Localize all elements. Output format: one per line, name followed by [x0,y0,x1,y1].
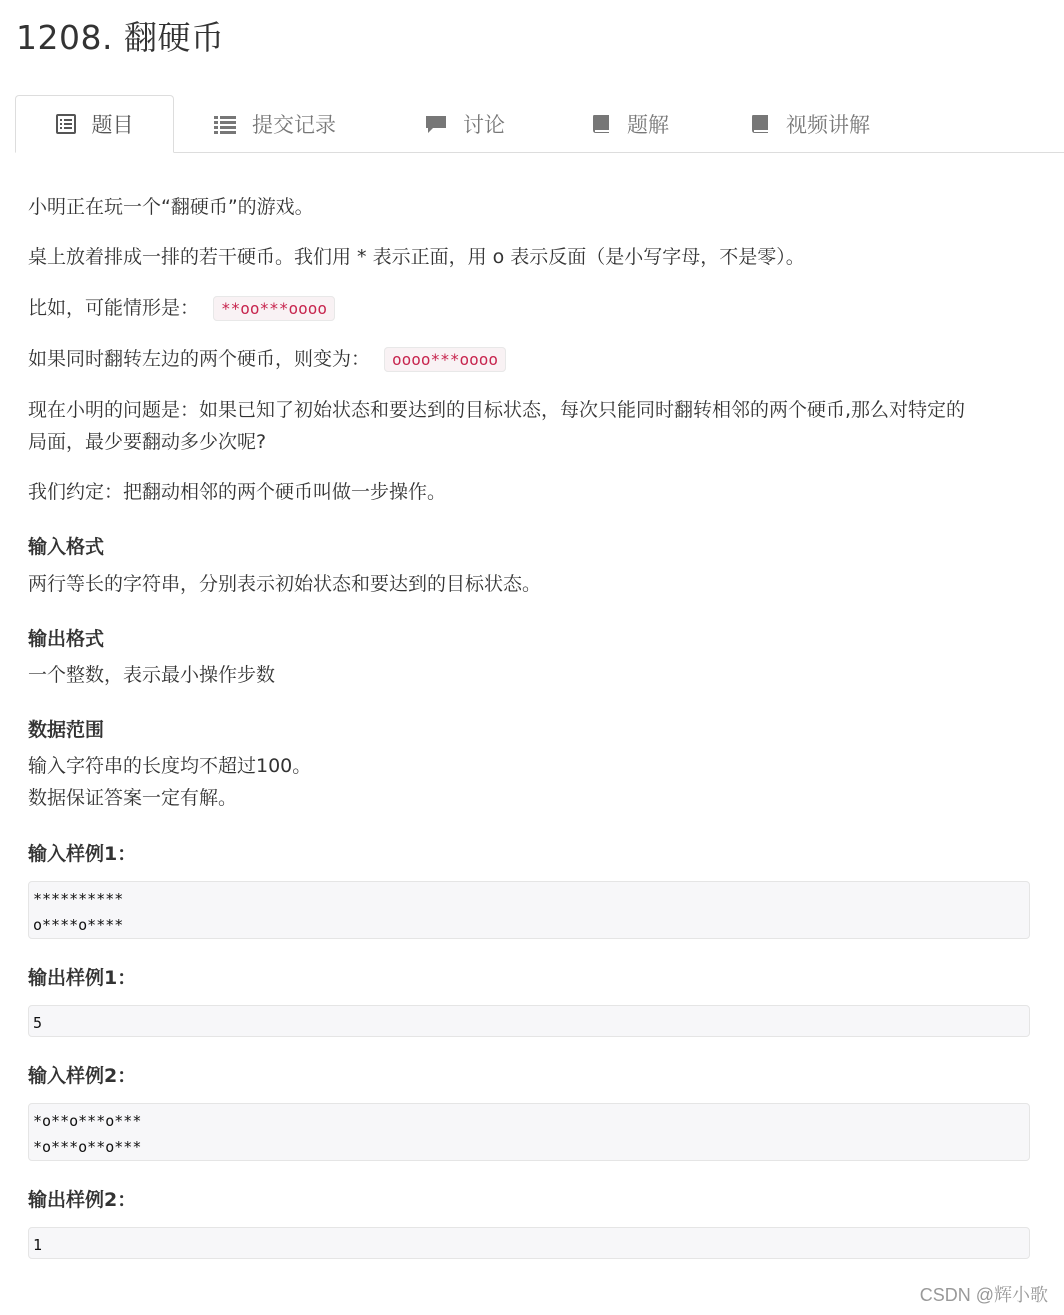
sample-heading: 输入样例2： [28,1065,137,1087]
sample-code-block[interactable] [28,1103,1030,1161]
book-icon [591,113,611,135]
description-paragraph: 我们约定：把翻动相邻的两个硬币叫做一步操作。 [28,481,447,503]
sample-line: 1 [33,1236,43,1254]
sample-heading: 输出样例1： [28,967,137,989]
description-paragraph: 桌上放着排成一排的若干硬币。我们用 * 表示正面，用 o 表示反面（是小写字母，不是零）。 [28,246,805,268]
tab-label: 提交记录 [252,112,336,137]
data-range-heading: 数据范围 [28,719,105,741]
sample-line: ********** [33,890,124,908]
input-format-heading: 输入格式 [28,536,105,558]
sample-line: *o***o**o*** [33,1138,142,1156]
inline-code: oooo***oooo [384,347,506,372]
output-format-heading: 输出格式 [28,628,105,650]
data-range-text [28,750,311,814]
watermark: CSDN @辉小歌 [919,1285,1048,1305]
inline-code: **oo***oooo [213,296,335,321]
paragraph-text: 比如，可能情形是： [28,297,200,319]
comment-icon [425,114,447,134]
sample-line: *o**o***o*** [33,1112,142,1130]
sample-heading: 输入样例1： [28,843,137,865]
paragraph-line: 现在小明的问题是：如果已知了初始状态和要达到的目标状态，每次只能同时翻转相邻的两个硬币,那么对特定的 [28,399,966,421]
data-range-line: 数据保证答案一定有解。 [28,787,238,809]
description-paragraph [28,343,506,376]
tab-problem[interactable] [15,95,174,153]
sample-code-block[interactable] [28,881,1030,939]
sample-code-block[interactable] [28,1005,1030,1037]
sample-code-block[interactable] [28,1227,1030,1259]
tab-solutions[interactable] [565,95,695,152]
paragraph-text: 如果同时翻转左边的两个硬币，则变为： [28,348,371,370]
paragraph-line: 局面，最少要翻动多少次呢? [28,431,267,453]
sample-heading: 输出样例2： [28,1189,137,1211]
description-paragraph: 小明正在玩一个“翻硬币”的游戏。 [28,196,314,218]
page-title: 1208. 翻硬币 [16,18,225,57]
tab-label: 题目 [91,113,134,137]
tab-label: 视频讲解 [786,112,870,137]
description-paragraph [28,292,335,325]
data-range-line: 输入字符串的长度均不超过100。 [28,755,312,777]
input-format-text: 两行等长的字符串，分别表示初始状态和要达到的目标状态。 [28,573,542,595]
description-paragraph [28,394,965,458]
tab-video[interactable] [725,95,895,152]
tab-label: 题解 [627,112,669,137]
output-format-text: 一个整数，表示最小操作步数 [28,664,276,686]
tab-label: 讨论 [463,112,505,137]
tab-submissions[interactable] [195,95,355,152]
tab-bar [15,95,1064,153]
book-icon [750,113,770,135]
list-alt-icon [56,114,76,134]
sample-line: 5 [33,1014,43,1032]
tab-discussion[interactable] [400,95,530,152]
list-icon [214,114,236,134]
sample-line: o****o**** [33,916,124,934]
